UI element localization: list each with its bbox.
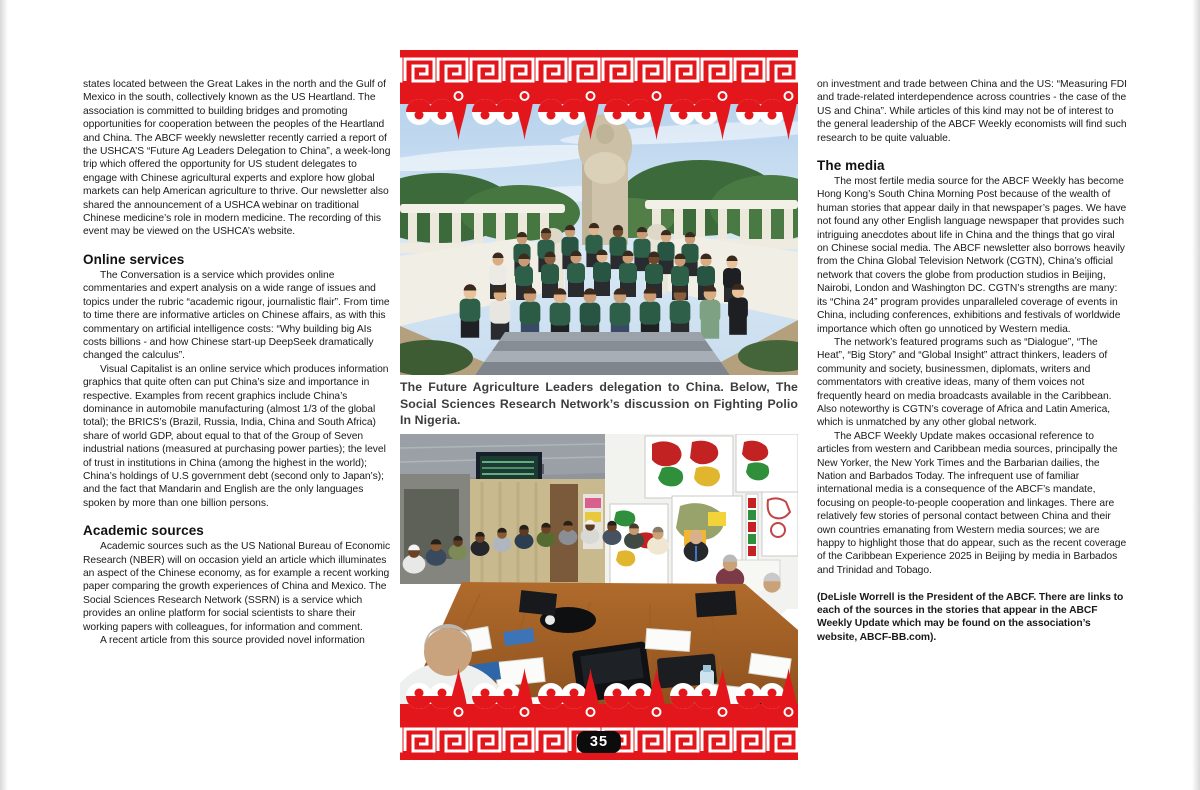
body-paragraph: The network’s featured programs such as “Dialogue”, “The Heat”, “Big Story” and “Global Insight” attract thinkers, leaders of community and society, businessmen, diplomats, writers and commentators with creative ideas, many of them voices not frequently heard on media broadcasts available in the Caribbean. Also noteworthy is CGTN’s coverage of Africa and Latin America, which is unmatched by any other global network. — [817, 336, 1112, 429]
body-paragraph: The Conversation is a service which provides online commentaries and expert analysis on a wide range of issues and topics under the rubric “academic rigour, journalistic flair”. From time to time there are informative articles on Chinese affairs, as with this commentary on artificial intelligence costs: “Why building big AIs costs billions - and how Chinese start-up DeepSeek dramatically changed the calculus”. — [83, 269, 390, 362]
body-paragraph: A recent article from this source provided novel information — [100, 635, 365, 647]
page-edge-right — [1192, 0, 1200, 790]
body-paragraph: (DeLisle Worrell is the President of the ABCF. There are links to each of the sources in the stories that appear in the ABCF Weekly Update which may be found on the association’s website, ABCF-BB.com). — [817, 591, 1124, 643]
section-heading: Academic sources — [83, 523, 204, 539]
chinese-meander-border-top — [400, 50, 798, 88]
section-heading: Online services — [83, 251, 185, 267]
statue — [578, 104, 632, 245]
body-paragraph: on investment and trade between China and the US: “Measuring FDI and trade-related interdependence across countries - the case of the US and China”. While articles of this kind may not be of interest to the general leadership of the ABCF Weekly economists will find such research to be quite valuable. — [817, 79, 1127, 144]
meeting-photo — [400, 434, 798, 720]
body-paragraph: The ABCF Weekly Update makes occasional reference to articles from western and Caribbean media sources, principally the New Yorker, the New York Times and the Barbarian dailies, the Nation and Barbados Today. The infrequent use of familiar international media is a consequence of the ABCF’s mandate, focusing on people-to-people cooperation and linkages. There are relatively few stories of personal contact between China and their own countries emanating from Western media sources; we are happy to highlight those that do appear, such as the recent coverage of the Caribbean Experience 2025 in Beijing by media in Barbados and Trinidad and Tobago. — [817, 430, 1127, 576]
body-paragraph: Visual Capitalist is an online service which produces information graphics that quite often can put China’s size and importance in respective. Examples from recent graphics include China’s dominance in automobile manufacturing (almost 1/3 of the global total); the BRICS’s (Brazil, Russia, India, China and South Africa) share of world GDP, about equal to that of the Group of Seven industrial nations (measured at purchasing power parties); the level of trust in institutions in China (among the highest in the world); China’s holdings of U.S government debt (second only to Japan’s); and the fact that Mandarin and English are the only languages spoken by more than one billion persons. — [83, 363, 389, 509]
page-edge-left — [0, 0, 8, 790]
photo-caption: The Future Agriculture Leaders delegation to China. Below, The Social Sciences Research Network’s discussion on Fighting Polio In Nigeria. — [400, 380, 798, 427]
delegation-photo — [400, 88, 798, 375]
body-paragraph: Academic sources such as the US National Bureau of Economic Research (NBER) will on occasion yield an article which illuminates an aspect of the Chinese economy, as for example a recent working paper comparing the growth experiences of China and Mexico. The Social Sciences Research Network (SSRN) is a service which provides an online platform for social scientists to share their working papers with colleagues, for information and comment. — [83, 541, 391, 633]
left-text-column — [83, 78, 393, 647]
centre-photo-column — [400, 50, 798, 750]
section-heading: The media — [817, 158, 885, 174]
page-number-badge: 35 — [577, 731, 621, 753]
right-text-column — [817, 78, 1127, 644]
body-paragraph: The most fertile media source for the ABCF Weekly has become Hong Kong’s South China Morning Post because of the wealth of human stories that appear daily in that newspaper’s pages. We have not found any other English language newspaper that provides such intriguing anecdotes about life in China and the things that go viral on Chinese social media. The ABCF newsletter also borrows heavily from the China Global Television Network (CGTN), China’s official network that covers the globe from production studios in Beijing, Nairobi, London and Washington DC. CGTN’s strengths are many: its “China 24” program provides unparalleled coverage of events in China, including conferences, exhibitions and festivals of worldwide importance which often go unnoticed by Western media. — [817, 176, 1127, 335]
body-paragraph: states located between the Great Lakes in the north and the Gulf of Mexico in the south, collectively known as the US Heartland. The association is committed to building bridges and promoting opportunities for cooperation between the peoples of the Heartland and China. The ABCF weekly newsletter recently carried a report of the USHCA’S “Future Ag Leaders Delegation to China”, a week-long trip which offered the opportunity for US student delegates to engage with Chinese agricultural experts and explore how global markets can help American agriculture to thrive. Our newsletter also shared the announcement of a USHCA webinar on traditional Chinese medicine’s role in modern medicine. The recording of this event may be viewed on the USHCA’s website. — [83, 79, 391, 238]
